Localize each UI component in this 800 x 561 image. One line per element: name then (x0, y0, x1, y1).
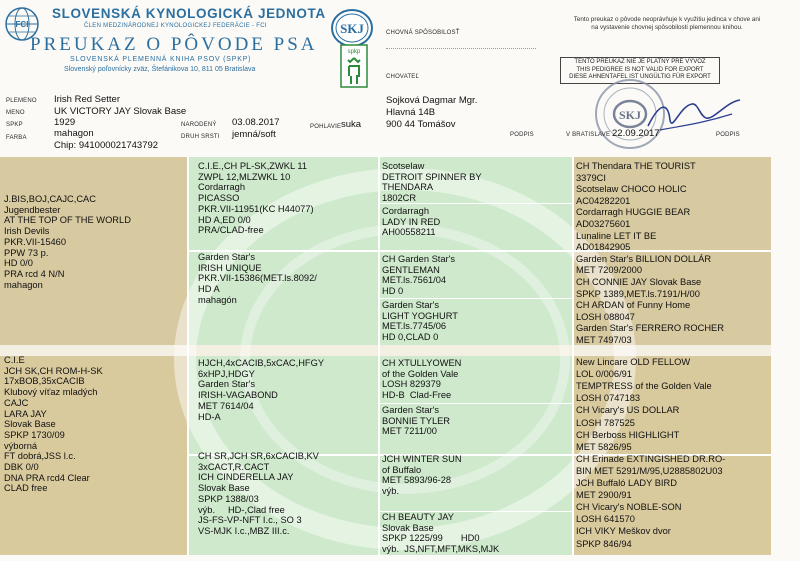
registrar-sign-label: PODPIS (716, 132, 740, 138)
elk-badge-icon (340, 44, 368, 88)
ss-dam-details: Cordarragh LADY IN RED AH00558211 (382, 206, 441, 238)
skj-logo (330, 8, 374, 48)
gen4-ancestor-line: CH ARDAN of Funny Home (576, 300, 691, 311)
dam-dam-details: CH SR,JCH SR,6xCACIB,KV 3xCACT,R.CACT ICH CINDERELLA JAY Slovak Base SPKP 1388/03 výb. HD-,Clad free JS-FS-VP-NFT I.c., SO 3 VS-MJK I.c.,MBZ III.c. (198, 451, 319, 536)
gen4-ancestor-line: CH Thendara THE TOURIST (576, 161, 696, 171)
sire-details: J.BIS,BOJ,CAJC,CAC Jugendbester AT THE TOP OF THE WORLD Irish Devils PKR.VII-15460 PPW 73 p. HD 0/0 PRA rcd 4 N/N mahagon (4, 194, 131, 290)
gen4-ancestor-line: Lunaline LET IT BE (576, 230, 657, 241)
sd-sire-details: CH Garden Star's GENTLEMAN MET.ls.7561/04 HD 0 (382, 254, 456, 297)
gen4-ancestor-line: CH Vicary's NOBLE-SON (576, 502, 682, 513)
export-notice-text: TENTO PREUKAZ NIE JE PLATNÝ PRE VÝVOZ THIS PEDIGREE IS NOT VALID FOR EXPORT DIESE AHNENTAFEL IST UNGÜLTIG FÜR EXPORT (569, 59, 711, 80)
svg-text:spkp: spkp (347, 49, 361, 55)
sd-dam-details: Garden Star's LIGHT YOGHURT MET.ls.7745/06 HD 0,CLAD 0 (382, 300, 458, 343)
gen4-ancestor-line: CH Erinade EXTINGISHED DR.RO- (576, 453, 726, 464)
gen4-ancestor-line: ICH VIKY Meškov dvor (576, 526, 671, 537)
gen4-ancestor-line: CH CONNIE JAY Slovak Base (576, 277, 702, 287)
gen4-ancestor-line: SPKP 846/94 (576, 538, 632, 549)
breeder-sign-label: PODPIS (510, 132, 534, 138)
svg-text:SKJ: SKJ (618, 108, 642, 122)
sire-sire-details: C.I.E.,CH PL-SK,ZWKL 11 ZWPL 12,MLZWKL 10 Cordarragh PICASSO PKR.VII-11951(KC H44077) HD A,ED 0/0 PRA/CLAD-free (198, 161, 314, 236)
gen4-ancestor-line: New Lincare OLD FELLOW (576, 357, 691, 367)
dam-details: C.I.E JCH SK,CH ROM-H-SK 17xBOB,35xCACIB Klubový víťaz mladých CAJC LARA JAY Slovak Base SPKP 1730/09 výborná FT dobrá,JSS l.c. DBK 0/0 DNA PRA rcd4 Clear CLAD free (4, 355, 103, 494)
gen4-ancestor-line: SPKP 1389,MET.ls.7191/H/00 (576, 288, 700, 299)
registry-name: SLOVENSKÁ PLEMENNÁ KNIHA PSOV (SPKP) (70, 56, 252, 63)
spkp-value: 1929 (54, 117, 76, 128)
gen4-ancestor-line: MET 5826/95 (576, 441, 632, 452)
issue-date: 22.09.2017 (612, 128, 660, 139)
name-value: UK VICTORY JAY Slovak Base (54, 106, 187, 117)
gen4-ancestor-line: 3379CI (576, 172, 606, 183)
gen4-ancestor-line: TEMPTRESS of the Golden Vale (576, 381, 712, 392)
name-label: MENO (6, 110, 25, 116)
gen4-ancestor-line: JCH Buffaló LADY BIRD (576, 478, 677, 488)
gen4-ancestor-line: Garden Star's FERRERO ROCHER (576, 323, 724, 334)
breeder-city: 900 44 Tomášov (386, 119, 456, 130)
breeding-fitness-label: CHOVNÁ SPÔSOBILOSŤ (386, 30, 460, 36)
breed-value: Irish Red Setter (54, 94, 120, 105)
gen4-ancestor-line: AC04282201 (576, 195, 631, 206)
ds-sire-details: CH XTULLYOWEN of the Golden Vale LOSH 829379 HD-B Clad-Free (382, 358, 462, 401)
dd-sire-details: JCH WINTER SUN of Buffalo MET 5893/96-28 výb. (382, 454, 462, 497)
gen4-ancestor-line: AD03275601 (576, 219, 631, 229)
svg-text:FCI: FCI (15, 20, 29, 29)
document-title: PREUKAZ O PÔVODE PSA (30, 34, 318, 55)
coat-label: DRUH SRSTI (181, 134, 220, 140)
pedigree-table (0, 157, 771, 555)
gen4-ancestor-line: MET 7209/2000 (576, 265, 642, 276)
ds-dam-details: Garden Star's BONNIE TYLER MET 7211/00 (382, 405, 451, 437)
born-value: 03.08.2017 (232, 117, 280, 128)
sex-label: POHLAVIE (310, 124, 342, 130)
gen4-ancestor-line: Scotselaw CHOCO HOLIC (576, 184, 687, 195)
dd-dam-details: CH BEAUTY JAY Slovak Base SPKP 1225/99 HD0 výb. JS,NFT,MFT,MKS,MJK (382, 512, 500, 555)
coat-value: jemná/soft (232, 129, 276, 140)
gen4-ancestor-line: LOSH 641570 (576, 514, 635, 525)
gen4-ancestor-line: LOSH 0747183 (576, 393, 641, 404)
ss-sire-details: Scotselaw DETROIT SPINNER BY THENDARA 1802CR (382, 161, 482, 204)
born-label: NARODENÝ (181, 122, 217, 128)
gen4-ancestor-line: LOL 0/006/91 (576, 369, 632, 380)
registry-address: Slovenský poľovnícky zväz, Štefánikova 10, 811 05 Bratislava (64, 66, 256, 73)
dam-sire-details: HJCH,4xCACIB,5xCAC,HFGY 6xHPJ,HDGY Garden Star's IRISH-VAGABOND MET 7614/04 HD-A (198, 358, 325, 422)
gen4-ancestor-line: AD01842905 (576, 242, 631, 253)
color-label: FARBA (6, 135, 27, 141)
gen4-ancestor-line: LOSH 088047 (576, 311, 635, 322)
gen4-ancestor-line: MET 7497/03 (576, 335, 632, 345)
place-label: V BRATISLAVE (566, 132, 611, 138)
breeder-street: Hlavná 14B (386, 107, 436, 118)
gen4-ancestor-line: BIN MET 5291/M/95,U2885802U03 (576, 465, 723, 476)
color-value: mahagon (54, 128, 94, 139)
org-title: SLOVENSKÁ KYNOLOGICKÁ JEDNOTA (52, 6, 326, 21)
breeding-fitness-line (386, 48, 536, 49)
gen4-ancestor-line: MET 2900/91 (576, 490, 632, 501)
federation-line: ČLEN MEDZINÁRODNEJ KYNOLOGICKEJ FEDERÁCIE - FCI (84, 23, 267, 29)
gen4-ancestor-line: Cordarragh HUGGIE BEAR (576, 207, 691, 218)
gen4-ancestor-line: CH Berboss HIGHLIGHT (576, 429, 680, 440)
gen4-ancestor-line: CH Vicary's US DOLLAR (576, 405, 680, 416)
sex-value: suka (341, 119, 362, 130)
breeder-name: Sojková Dagmar Mgr. (386, 95, 478, 106)
breeder-label: CHOVATEĽ (386, 74, 420, 80)
gen4-ancestor-line: Garden Star's BILLION DOLLÁR (576, 253, 712, 264)
spkp-label: SPKP (6, 122, 23, 128)
gen4-ancestor-line: LOSH 787525 (576, 417, 635, 428)
chip-number: Chip: 941000021743792 (54, 140, 159, 151)
validity-notice: Tento preukaz o pôvode neoprávňuje k využitiu jedinca v chove ani na vystavenie chovnej spôsobilosti plemennou knihou. (573, 16, 761, 31)
sire-dam-details: Garden Star's IRISH UNIQUE PKR.VII-15386(MET.ls.8092/ HD A mahagón (198, 252, 317, 305)
svg-text:SKJ: SKJ (340, 21, 364, 36)
breed-label: PLEMENO (6, 98, 37, 104)
